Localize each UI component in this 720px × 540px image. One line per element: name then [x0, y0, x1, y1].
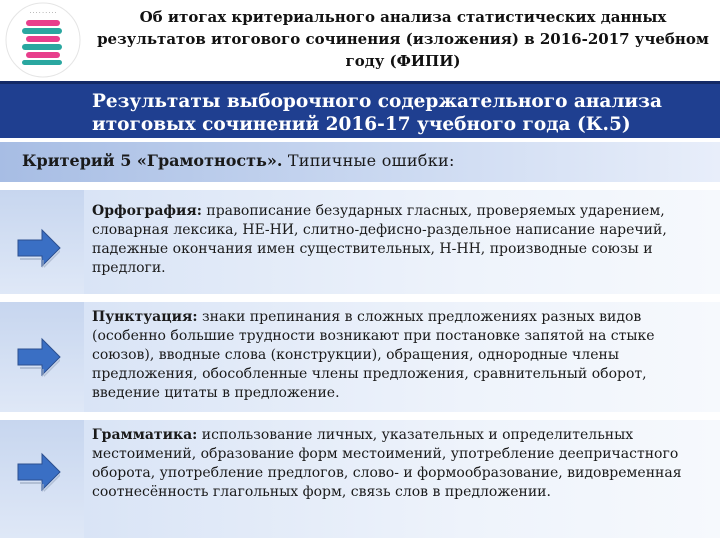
arrow-right-icon: [16, 226, 62, 270]
logo: [2, 0, 84, 80]
error-section-grammar: [0, 420, 720, 538]
section-description: использование личных, указательных и определительных местоимений, образование форм местоимений, употребление деепричастного оборота, употребление предлогов, слово- и формообразование, видовременная соотнесённость глагольных форм, связь слов в предложении.: [92, 427, 682, 500]
section-term: Орфография:: [92, 203, 202, 219]
section-term: Грамматика:: [92, 427, 198, 443]
books-stack-icon: [2, 0, 84, 80]
section-description: правописание безударных гласных, проверяемых ударением, словарная лексика, НЕ-НИ, слитно-дефисно-раздельное написание наречий, падежные окончания имен существительных, Н-НН, производные союзы и предлоги.: [92, 203, 667, 276]
section-text: [92, 426, 714, 502]
page-title: Об итогах критериального анализа статистических данных результатов итогового сочинения (изложения) в 2016-2017 учебном году (ФИПИ): [97, 8, 709, 70]
section-text: [92, 202, 714, 278]
error-section-orthography: [0, 190, 720, 294]
arrow-right-icon: [16, 450, 62, 494]
section-text: [92, 308, 714, 403]
banner-title: Результаты выборочного содержательного анализа итоговых сочинений 2016-17 учебного года (К.5): [92, 91, 662, 135]
arrow-right-icon: [16, 335, 62, 379]
section-banner: [0, 81, 720, 138]
criterion-suffix: Типичные ошибки:: [282, 151, 455, 170]
criterion-heading: [22, 151, 455, 170]
section-term: Пунктуация:: [92, 309, 198, 325]
criterion-label: Критерий 5 «Грамотность».: [22, 151, 283, 170]
criterion-bar: [0, 142, 720, 182]
error-section-punctuation: [0, 302, 720, 412]
svg-text:· · · · · · · · ·: · · · · · · · · ·: [29, 10, 57, 16]
section-description: знаки препинания в сложных предложениях разных видов (особенно большие трудности возникают при постановке запятой на стыке союзов), вводные слова (конструкции), обращения, однородные члены предложения, обособленные члены предложения, сравнительный оборот, введение цитаты в предложение.: [92, 309, 655, 401]
